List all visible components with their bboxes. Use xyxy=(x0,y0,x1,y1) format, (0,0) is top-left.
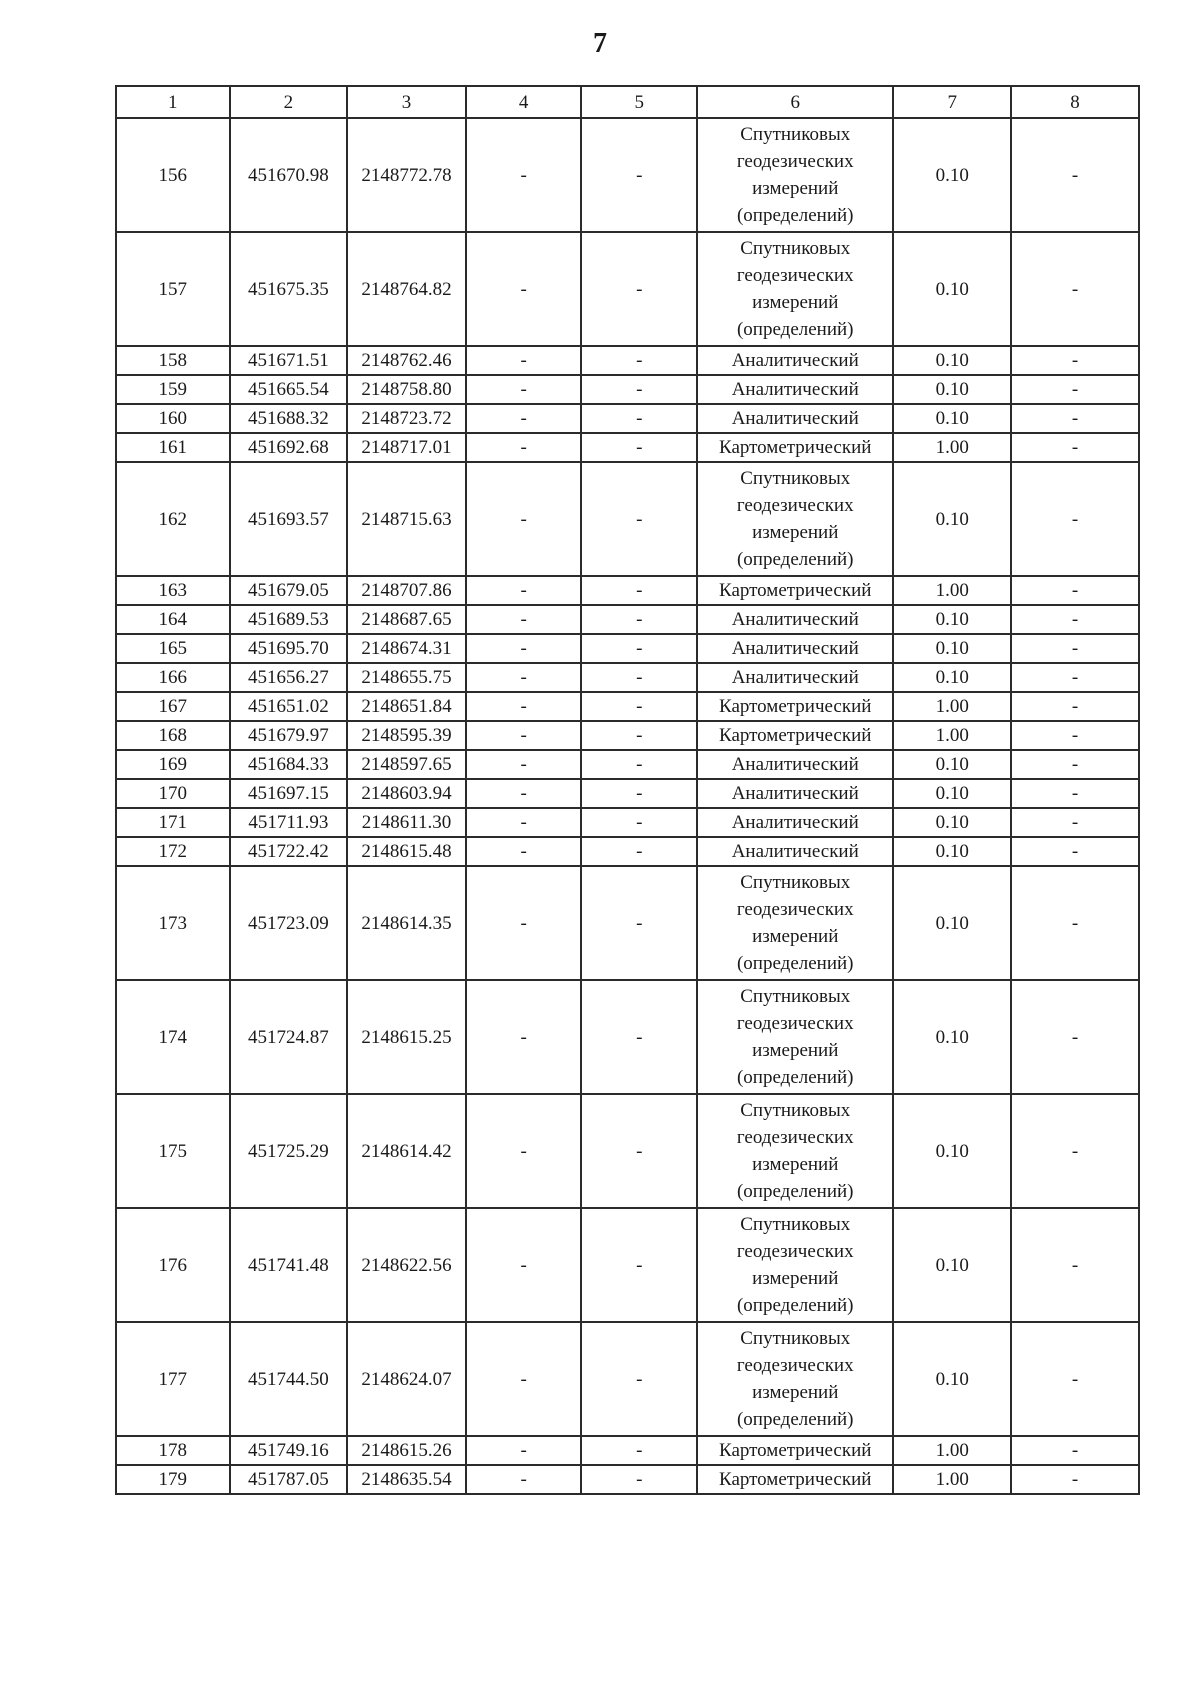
table-header-row xyxy=(116,86,1139,118)
point-number-cell: 178 xyxy=(116,1436,230,1465)
accuracy-cell: 0.10 xyxy=(893,1322,1011,1436)
column-8-cell: - xyxy=(1011,118,1139,232)
x-coordinate-cell: 451665.54 xyxy=(230,375,348,404)
method-line: (определений) xyxy=(736,205,854,226)
column-4-cell: - xyxy=(466,866,582,980)
table-row xyxy=(116,576,1139,605)
point-number-cell: 158 xyxy=(116,346,230,375)
method-cell: Картометрический xyxy=(697,1465,893,1494)
table-row xyxy=(116,634,1139,663)
method-cell: Картометрический xyxy=(697,433,893,462)
point-number-cell: 179 xyxy=(116,1465,230,1494)
y-coordinate-cell: 2148651.84 xyxy=(347,692,466,721)
y-coordinate-cell: 2148687.65 xyxy=(347,605,466,634)
method-cell: Картометрический xyxy=(697,721,893,750)
column-8-cell: - xyxy=(1011,980,1139,1094)
y-coordinate-cell: 2148614.42 xyxy=(347,1094,466,1208)
column-4-cell: - xyxy=(466,1465,582,1494)
x-coordinate-cell: 451725.29 xyxy=(230,1094,348,1208)
method-cell: Аналитический xyxy=(697,663,893,692)
y-coordinate-cell: 2148707.86 xyxy=(347,576,466,605)
point-number-cell: 165 xyxy=(116,634,230,663)
y-coordinate-cell: 2148615.48 xyxy=(347,837,466,866)
y-coordinate-cell: 2148595.39 xyxy=(347,721,466,750)
y-coordinate-cell: 2148762.46 xyxy=(347,346,466,375)
y-coordinate-cell: 2148715.63 xyxy=(347,462,466,576)
accuracy-cell: 1.00 xyxy=(893,576,1011,605)
point-number-cell: 175 xyxy=(116,1094,230,1208)
x-coordinate-cell: 451749.16 xyxy=(230,1436,348,1465)
column-5-cell: - xyxy=(581,663,697,692)
table-row xyxy=(116,1465,1139,1494)
column-4-cell: - xyxy=(466,576,582,605)
column-header: 5 xyxy=(581,86,697,118)
accuracy-cell: 0.10 xyxy=(893,232,1011,346)
accuracy-cell: 1.00 xyxy=(893,721,1011,750)
column-8-cell: - xyxy=(1011,692,1139,721)
accuracy-cell: 0.10 xyxy=(893,1208,1011,1322)
y-coordinate-cell: 2148674.31 xyxy=(347,634,466,663)
method-line: геодезических xyxy=(736,265,854,286)
accuracy-cell: 0.10 xyxy=(893,980,1011,1094)
method-line: Спутниковых xyxy=(740,872,851,893)
column-8-cell: - xyxy=(1011,404,1139,433)
x-coordinate-cell: 451711.93 xyxy=(230,808,348,837)
x-coordinate-cell: 451722.42 xyxy=(230,837,348,866)
column-4-cell: - xyxy=(466,404,582,433)
accuracy-cell: 0.10 xyxy=(893,779,1011,808)
y-coordinate-cell: 2148717.01 xyxy=(347,433,466,462)
method-cell xyxy=(697,866,893,980)
x-coordinate-cell: 451724.87 xyxy=(230,980,348,1094)
column-4-cell: - xyxy=(466,462,582,576)
method-line: (определений) xyxy=(736,1067,854,1088)
table-row xyxy=(116,404,1139,433)
method-line: геодезических xyxy=(736,1013,854,1034)
point-number-cell: 174 xyxy=(116,980,230,1094)
table-row xyxy=(116,663,1139,692)
method-line: измерений xyxy=(752,292,839,313)
column-header: 1 xyxy=(116,86,230,118)
accuracy-cell: 0.10 xyxy=(893,605,1011,634)
accuracy-cell: 0.10 xyxy=(893,346,1011,375)
method-line: Спутниковых xyxy=(740,124,851,145)
column-8-cell: - xyxy=(1011,779,1139,808)
method-line: геодезических xyxy=(736,899,854,920)
x-coordinate-cell: 451675.35 xyxy=(230,232,348,346)
column-5-cell: - xyxy=(581,1208,697,1322)
method-cell: Картометрический xyxy=(697,1436,893,1465)
table-row xyxy=(116,750,1139,779)
column-5-cell: - xyxy=(581,118,697,232)
column-8-cell: - xyxy=(1011,721,1139,750)
method-line: геодезических xyxy=(736,1355,854,1376)
column-5-cell: - xyxy=(581,1465,697,1494)
column-5-cell: - xyxy=(581,462,697,576)
method-cell: Аналитический xyxy=(697,837,893,866)
accuracy-cell: 1.00 xyxy=(893,433,1011,462)
table-row xyxy=(116,118,1139,232)
column-4-cell: - xyxy=(466,634,582,663)
method-line: (определений) xyxy=(736,1409,854,1430)
method-line: (определений) xyxy=(736,1295,854,1316)
x-coordinate-cell: 451688.32 xyxy=(230,404,348,433)
table-row xyxy=(116,721,1139,750)
table-row xyxy=(116,692,1139,721)
column-5-cell: - xyxy=(581,808,697,837)
column-header: 3 xyxy=(347,86,466,118)
column-8-cell: - xyxy=(1011,346,1139,375)
column-8-cell: - xyxy=(1011,663,1139,692)
accuracy-cell: 0.10 xyxy=(893,750,1011,779)
column-5-cell: - xyxy=(581,779,697,808)
method-cell xyxy=(697,1094,893,1208)
point-number-cell: 160 xyxy=(116,404,230,433)
method-cell xyxy=(697,462,893,576)
method-cell: Аналитический xyxy=(697,404,893,433)
method-line: Спутниковых xyxy=(740,1100,851,1121)
point-number-cell: 161 xyxy=(116,433,230,462)
method-line: Спутниковых xyxy=(740,468,851,489)
table-row xyxy=(116,1094,1139,1208)
column-8-cell: - xyxy=(1011,605,1139,634)
x-coordinate-cell: 451695.70 xyxy=(230,634,348,663)
column-8-cell: - xyxy=(1011,750,1139,779)
column-5-cell: - xyxy=(581,375,697,404)
column-4-cell: - xyxy=(466,750,582,779)
point-number-cell: 164 xyxy=(116,605,230,634)
column-5-cell: - xyxy=(581,692,697,721)
table-row xyxy=(116,375,1139,404)
method-line: (определений) xyxy=(736,549,854,570)
method-cell: Аналитический xyxy=(697,605,893,634)
x-coordinate-cell: 451651.02 xyxy=(230,692,348,721)
method-cell xyxy=(697,1208,893,1322)
method-cell: Картометрический xyxy=(697,576,893,605)
y-coordinate-cell: 2148758.80 xyxy=(347,375,466,404)
table-row xyxy=(116,1436,1139,1465)
table-row xyxy=(116,837,1139,866)
x-coordinate-cell: 451692.68 xyxy=(230,433,348,462)
method-cell: Аналитический xyxy=(697,375,893,404)
table-row xyxy=(116,980,1139,1094)
point-number-cell: 173 xyxy=(116,866,230,980)
table-row xyxy=(116,605,1139,634)
column-header: 6 xyxy=(697,86,893,118)
y-coordinate-cell: 2148615.26 xyxy=(347,1436,466,1465)
point-number-cell: 163 xyxy=(116,576,230,605)
method-line: измерений xyxy=(752,1268,839,1289)
column-5-cell: - xyxy=(581,866,697,980)
column-4-cell: - xyxy=(466,808,582,837)
column-4-cell: - xyxy=(466,232,582,346)
table-row xyxy=(116,232,1139,346)
column-8-cell: - xyxy=(1011,634,1139,663)
column-5-cell: - xyxy=(581,346,697,375)
column-4-cell: - xyxy=(466,433,582,462)
point-number-cell: 159 xyxy=(116,375,230,404)
point-number-cell: 176 xyxy=(116,1208,230,1322)
method-line: (определений) xyxy=(736,953,854,974)
column-5-cell: - xyxy=(581,721,697,750)
coordinates-table xyxy=(115,85,1140,1495)
column-header: 2 xyxy=(230,86,348,118)
column-5-cell: - xyxy=(581,750,697,779)
accuracy-cell: 0.10 xyxy=(893,1094,1011,1208)
point-number-cell: 169 xyxy=(116,750,230,779)
y-coordinate-cell: 2148614.35 xyxy=(347,866,466,980)
method-cell: Аналитический xyxy=(697,808,893,837)
point-number-cell: 166 xyxy=(116,663,230,692)
x-coordinate-cell: 451723.09 xyxy=(230,866,348,980)
method-line: Спутниковых xyxy=(740,986,851,1007)
x-coordinate-cell: 451670.98 xyxy=(230,118,348,232)
column-5-cell: - xyxy=(581,433,697,462)
method-line: (определений) xyxy=(736,319,854,340)
column-4-cell: - xyxy=(466,663,582,692)
x-coordinate-cell: 451656.27 xyxy=(230,663,348,692)
column-8-cell: - xyxy=(1011,433,1139,462)
column-5-cell: - xyxy=(581,1322,697,1436)
x-coordinate-cell: 451744.50 xyxy=(230,1322,348,1436)
accuracy-cell: 0.10 xyxy=(893,837,1011,866)
point-number-cell: 156 xyxy=(116,118,230,232)
column-4-cell: - xyxy=(466,346,582,375)
column-4-cell: - xyxy=(466,779,582,808)
column-5-cell: - xyxy=(581,404,697,433)
method-cell xyxy=(697,232,893,346)
method-line: геодезических xyxy=(736,1127,854,1148)
x-coordinate-cell: 451697.15 xyxy=(230,779,348,808)
page-number: 7 xyxy=(593,28,607,59)
accuracy-cell: 0.10 xyxy=(893,404,1011,433)
column-8-cell: - xyxy=(1011,1465,1139,1494)
x-coordinate-cell: 451787.05 xyxy=(230,1465,348,1494)
table-row xyxy=(116,433,1139,462)
method-line: Спутниковых xyxy=(740,238,851,259)
accuracy-cell: 0.10 xyxy=(893,375,1011,404)
x-coordinate-cell: 451679.05 xyxy=(230,576,348,605)
column-5-cell: - xyxy=(581,980,697,1094)
column-4-cell: - xyxy=(466,1436,582,1465)
accuracy-cell: 1.00 xyxy=(893,1465,1011,1494)
method-line: геодезических xyxy=(736,151,854,172)
column-4-cell: - xyxy=(466,1322,582,1436)
y-coordinate-cell: 2148615.25 xyxy=(347,980,466,1094)
y-coordinate-cell: 2148764.82 xyxy=(347,232,466,346)
column-4-cell: - xyxy=(466,1208,582,1322)
table-row xyxy=(116,1322,1139,1436)
accuracy-cell: 0.10 xyxy=(893,462,1011,576)
column-8-cell: - xyxy=(1011,808,1139,837)
column-5-cell: - xyxy=(581,837,697,866)
column-header: 4 xyxy=(466,86,582,118)
table-row xyxy=(116,808,1139,837)
table-row xyxy=(116,779,1139,808)
table-row xyxy=(116,462,1139,576)
column-4-cell: - xyxy=(466,692,582,721)
method-line: измерений xyxy=(752,1040,839,1061)
method-line: измерений xyxy=(752,1382,839,1403)
point-number-cell: 157 xyxy=(116,232,230,346)
x-coordinate-cell: 451671.51 xyxy=(230,346,348,375)
column-header: 7 xyxy=(893,86,1011,118)
method-line: измерений xyxy=(752,1154,839,1175)
accuracy-cell: 0.10 xyxy=(893,118,1011,232)
table-body xyxy=(116,86,1139,1494)
method-cell xyxy=(697,1322,893,1436)
column-4-cell: - xyxy=(466,837,582,866)
accuracy-cell: 1.00 xyxy=(893,1436,1011,1465)
x-coordinate-cell: 451689.53 xyxy=(230,605,348,634)
column-4-cell: - xyxy=(466,1094,582,1208)
point-number-cell: 170 xyxy=(116,779,230,808)
column-8-cell: - xyxy=(1011,375,1139,404)
accuracy-cell: 0.10 xyxy=(893,808,1011,837)
y-coordinate-cell: 2148624.07 xyxy=(347,1322,466,1436)
accuracy-cell: 0.10 xyxy=(893,634,1011,663)
point-number-cell: 167 xyxy=(116,692,230,721)
point-number-cell: 162 xyxy=(116,462,230,576)
method-line: измерений xyxy=(752,926,839,947)
method-cell: Аналитический xyxy=(697,634,893,663)
y-coordinate-cell: 2148772.78 xyxy=(347,118,466,232)
column-4-cell: - xyxy=(466,118,582,232)
column-8-cell: - xyxy=(1011,1322,1139,1436)
method-cell: Аналитический xyxy=(697,779,893,808)
column-5-cell: - xyxy=(581,232,697,346)
column-5-cell: - xyxy=(581,634,697,663)
accuracy-cell: 0.10 xyxy=(893,663,1011,692)
y-coordinate-cell: 2148635.54 xyxy=(347,1465,466,1494)
method-cell: Картометрический xyxy=(697,692,893,721)
y-coordinate-cell: 2148655.75 xyxy=(347,663,466,692)
method-line: Спутниковых xyxy=(740,1214,851,1235)
x-coordinate-cell: 451684.33 xyxy=(230,750,348,779)
column-header: 8 xyxy=(1011,86,1139,118)
point-number-cell: 171 xyxy=(116,808,230,837)
method-line: измерений xyxy=(752,178,839,199)
column-8-cell: - xyxy=(1011,866,1139,980)
column-8-cell: - xyxy=(1011,1094,1139,1208)
method-line: геодезических xyxy=(736,1241,854,1262)
column-5-cell: - xyxy=(581,576,697,605)
method-cell: Аналитический xyxy=(697,346,893,375)
column-8-cell: - xyxy=(1011,576,1139,605)
x-coordinate-cell: 451679.97 xyxy=(230,721,348,750)
method-line: (определений) xyxy=(736,1181,854,1202)
table-row xyxy=(116,866,1139,980)
column-4-cell: - xyxy=(466,375,582,404)
column-5-cell: - xyxy=(581,605,697,634)
column-8-cell: - xyxy=(1011,462,1139,576)
method-line: Спутниковых xyxy=(740,1328,851,1349)
y-coordinate-cell: 2148622.56 xyxy=(347,1208,466,1322)
x-coordinate-cell: 451693.57 xyxy=(230,462,348,576)
point-number-cell: 177 xyxy=(116,1322,230,1436)
column-4-cell: - xyxy=(466,605,582,634)
accuracy-cell: 1.00 xyxy=(893,692,1011,721)
y-coordinate-cell: 2148603.94 xyxy=(347,779,466,808)
table-row xyxy=(116,1208,1139,1322)
method-cell xyxy=(697,118,893,232)
column-5-cell: - xyxy=(581,1094,697,1208)
x-coordinate-cell: 451741.48 xyxy=(230,1208,348,1322)
method-line: измерений xyxy=(752,522,839,543)
column-8-cell: - xyxy=(1011,1436,1139,1465)
column-8-cell: - xyxy=(1011,1208,1139,1322)
point-number-cell: 168 xyxy=(116,721,230,750)
y-coordinate-cell: 2148611.30 xyxy=(347,808,466,837)
table-row xyxy=(116,346,1139,375)
column-8-cell: - xyxy=(1011,837,1139,866)
point-number-cell: 172 xyxy=(116,837,230,866)
accuracy-cell: 0.10 xyxy=(893,866,1011,980)
y-coordinate-cell: 2148597.65 xyxy=(347,750,466,779)
column-5-cell: - xyxy=(581,1436,697,1465)
method-line: геодезических xyxy=(736,495,854,516)
method-cell xyxy=(697,980,893,1094)
y-coordinate-cell: 2148723.72 xyxy=(347,404,466,433)
method-cell: Аналитический xyxy=(697,750,893,779)
column-4-cell: - xyxy=(466,980,582,1094)
column-8-cell: - xyxy=(1011,232,1139,346)
column-4-cell: - xyxy=(466,721,582,750)
